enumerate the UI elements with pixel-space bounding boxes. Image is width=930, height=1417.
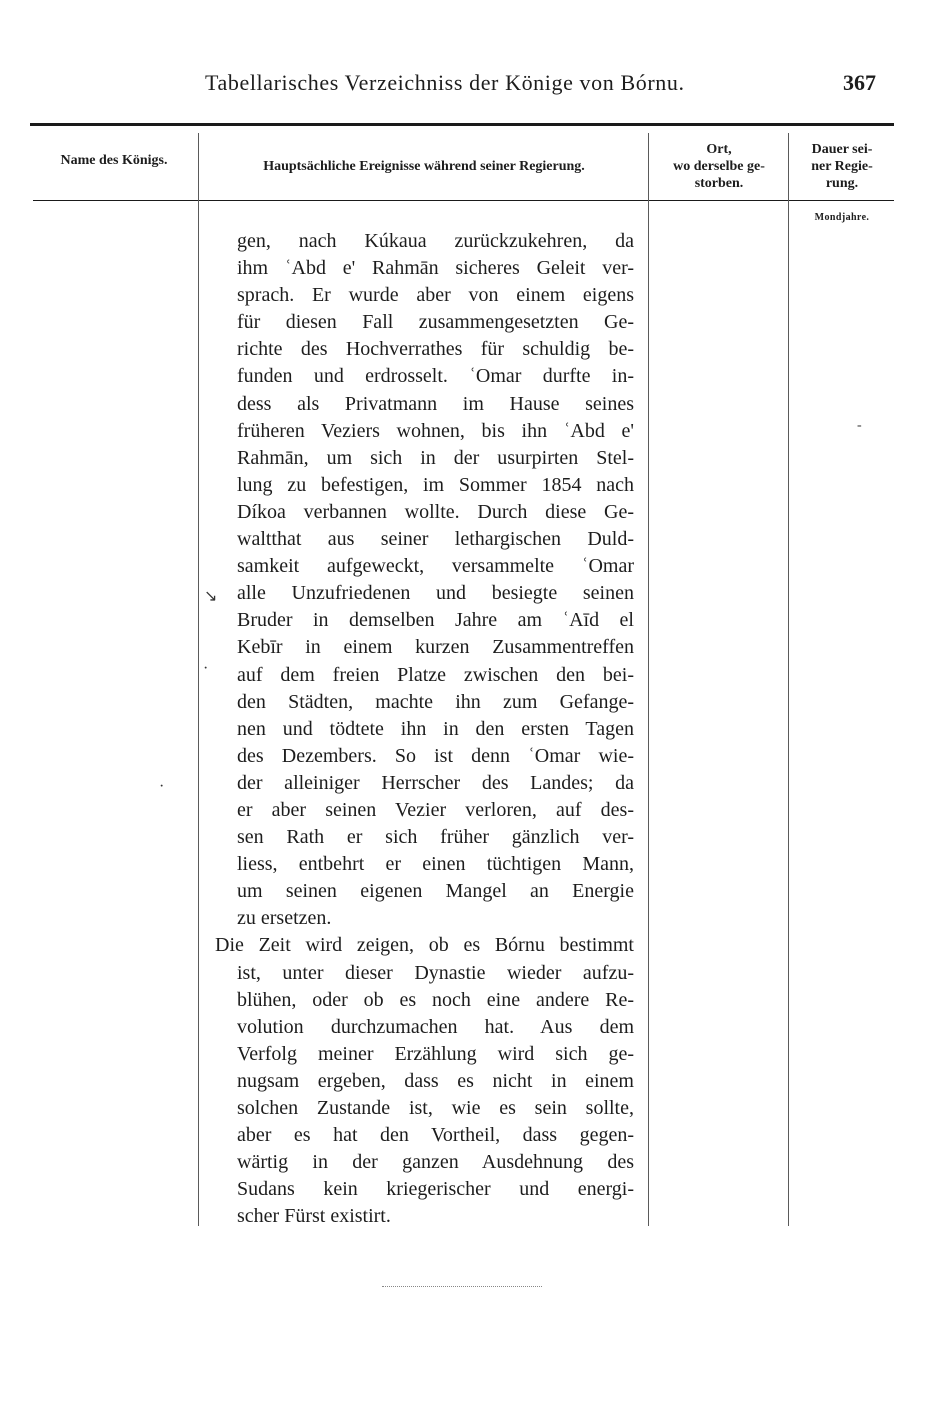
text-line: zu ersetzen. bbox=[237, 907, 332, 930]
page-number: 367 bbox=[843, 70, 876, 95]
text-line: nen und tödtete ihn in den ersten Tagen bbox=[237, 717, 634, 740]
column-header-place bbox=[651, 141, 787, 192]
stray-ink-dot: · bbox=[159, 778, 165, 795]
text-line: aber es hat den Vortheil, dass gegen- bbox=[237, 1124, 634, 1147]
text-line: des Dezembers. So ist denn ʿOmar wie- bbox=[237, 744, 634, 767]
events-text bbox=[215, 228, 634, 1230]
text-line: Sudans kein kriegerischer und energi- bbox=[237, 1178, 634, 1201]
stray-ink-dot: · bbox=[203, 660, 209, 677]
text-line: Kebīr in einem kurzen Zusammentreffen bbox=[237, 636, 634, 659]
text-line: Rahmān, um sich in der usurpirten Stel- bbox=[237, 446, 634, 469]
stray-ink-dash: - bbox=[857, 418, 862, 433]
column-header-events: Hauptsächliche Ereignisse während seiner Regierung. bbox=[263, 159, 585, 174]
stray-ink-mark: ↘ bbox=[204, 588, 218, 605]
text-line: gen, nach Kúkaua zurückzukehren, da bbox=[237, 230, 634, 252]
table-header-rule bbox=[33, 200, 894, 201]
text-line: liess, entbehrt er einen tüchtigen Mann, bbox=[237, 853, 634, 876]
table-top-rule bbox=[30, 123, 894, 126]
column-divider-name-events bbox=[198, 133, 199, 1226]
text-line: den Städten, machte ihn zum Gefange- bbox=[237, 690, 634, 713]
text-line: ist, unter dieser Dynastie wieder aufzu- bbox=[237, 961, 634, 984]
text-line: um seinen eigenen Mangel an Energie bbox=[237, 880, 634, 903]
text-line: samkeit aufgeweckt, versammelte ʿOmar bbox=[237, 555, 634, 578]
running-title: Tabellarisches Verzeichniss der Könige von Bórnu. bbox=[205, 70, 685, 95]
column-divider-place-duration bbox=[788, 133, 789, 1226]
column-header-duration-line: Dauer sei- bbox=[811, 142, 873, 157]
text-line: für diesen Fall zusammengesetzten Ge- bbox=[237, 311, 634, 334]
column-header-duration bbox=[790, 141, 894, 192]
text-line: richte des Hochverrathes für schuldig be- bbox=[237, 338, 634, 361]
text-line: blühen, oder ob es noch eine andere Re- bbox=[237, 988, 634, 1011]
text-line: alle Unzufriedenen und besiegte seinen bbox=[237, 582, 634, 605]
text-line: wärtig in der ganzen Ausdehnung des bbox=[237, 1151, 634, 1174]
text-line: Bruder in demselben Jahre am ʿAīd el bbox=[237, 609, 634, 632]
column-header-place-line: Ort, bbox=[706, 142, 732, 157]
column-divider-events-place bbox=[648, 133, 649, 1226]
text-line: ihm ʿAbd e' Rahmān sicheres Geleit ver- bbox=[237, 257, 634, 280]
text-line: früheren Veziers wohnen, bis ihn ʿAbd e' bbox=[237, 419, 634, 442]
text-line: Verfolg meiner Erzählung wird sich ge- bbox=[237, 1042, 634, 1065]
text-line: waltthat aus seiner lethargischen Duld- bbox=[237, 528, 634, 551]
text-line: auf dem freien Platze zwischen den bei- bbox=[237, 663, 634, 686]
text-line: funden und erdrosselt. ʿOmar durfte in- bbox=[237, 365, 634, 388]
text-line: dess als Privatmann im Hause seines bbox=[237, 392, 634, 415]
text-line: der alleiniger Herrscher des Landes; da bbox=[237, 771, 634, 794]
text-line: lung zu befestigen, im Sommer 1854 nach bbox=[237, 473, 634, 496]
text-line: volution durchzumachen hat. Aus dem bbox=[237, 1015, 634, 1038]
paragraph-first-line: Die Zeit wird zeigen, ob es Bórnu bestimmt bbox=[215, 934, 634, 957]
text-line: nugsam ergeben, dass es nicht in einem bbox=[237, 1069, 634, 1092]
column-header-place-line: storben. bbox=[694, 176, 744, 191]
text-line: sprach. Er wurde aber von einem eigens bbox=[237, 284, 634, 307]
column-header-duration-line: rung. bbox=[825, 176, 859, 191]
text-line: Díkoa verbannen wollte. Durch diese Ge- bbox=[237, 500, 634, 523]
column-header-name: Name des Königs. bbox=[60, 153, 168, 168]
text-line: scher Fürst existirt. bbox=[237, 1205, 391, 1228]
text-line: solchen Zustande ist, wie es sein sollte, bbox=[237, 1097, 634, 1119]
bottom-ornament bbox=[382, 1286, 542, 1287]
text-line: er aber seinen Vezier verloren, auf des- bbox=[237, 798, 634, 821]
column-header-place-line: wo derselbe ge- bbox=[673, 159, 765, 174]
duration-unit-label: Mondjahre. bbox=[814, 212, 870, 223]
column-header-duration-line: ner Regie- bbox=[811, 159, 873, 174]
text-line: sen Rath er sich früher gänzlich ver- bbox=[237, 826, 634, 849]
